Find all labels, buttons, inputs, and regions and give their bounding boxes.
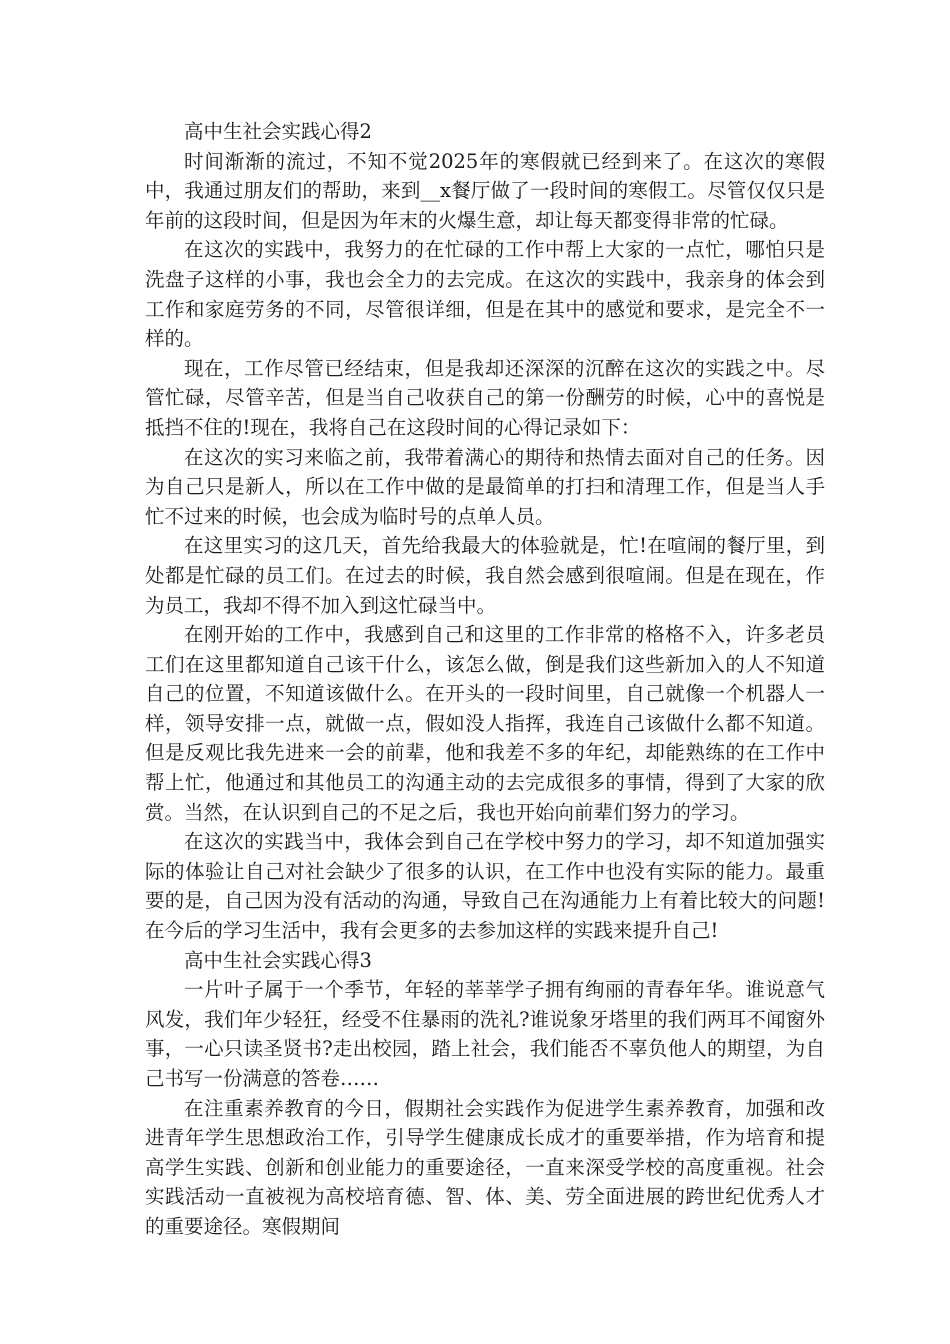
paragraph: 在这次的实践中，我努力的在忙碌的工作中帮上大家的一点忙，哪怕只是洗盘子这样的小事，我也会全力的去完成。在这次的实践中，我亲身的体会到工作和家庭劳务的不同，尽管很详细，但是在其中的感觉和要求，是完全不一样的。 [145,238,825,351]
paragraph: 在这次的实习来临之前，我带着满心的期待和热情去面对自己的任务。因为自己只是新人，所以在工作中做的是最简单的打扫和清理工作，但是当人手忙不过来的时候，也会成为临时号的点单人员。 [145,445,825,528]
paragraph: 在刚开始的工作中，我感到自己和这里的工作非常的格格不入，许多老员工们在这里都知道自己该干什么，该怎么做，倒是我们这些新加入的人不知道自己的位置，不知道该做什么。在开头的一段时间里，自己就像一个机器人一样，领导安排一点，就做一点，假如没人指挥，我连自己该做什么都不知道。但是反观比我先进来一会的前辈，他和我差不多的年纪，却能熟练的在工作中帮上忙，他通过和其他员工的沟通主动的去完成很多的事情，得到了大家的欣赏。当然，在认识到自己的不足之后，我也开始向前辈们努力的学习。 [145,623,825,824]
paragraph: 在这里实习的这几天，首先给我最大的体验就是，忙!在喧闹的餐厅里，到处都是忙碌的员工们。在过去的时候，我自然会感到很喧闹。但是在现在，作为员工，我却不得不加入到这忙碌当中。 [145,534,825,617]
document-page [145,117,825,1242]
paragraph: 时间渐渐的流过，不知不觉2025年的寒假就已经到来了。在这次的寒假中，我通过朋友们的帮助，来到__x餐厅做了一段时间的寒假工。尽管仅仅只是年前的这段时间，但是因为年末的火爆生意，却让每天都变得非常的忙碌。 [145,149,825,232]
section-heading-3: 高中生社会实践心得3 [184,948,372,972]
paragraph: 一片叶子属于一个季节，年轻的莘莘学子拥有绚丽的青春年华。谁说意气风发，我们年少轻狂，经受不住暴雨的洗礼?谁说象牙塔里的我们两耳不闻窗外事，一心只读圣贤书?走出校园，踏上社会，我们能否不辜负他人的期望，为自己书写一份满意的答卷…… [145,978,825,1090]
paragraph: 在注重素养教育的今日，假期社会实践作为促进学生素养教育，加强和改进青年学生思想政治工作，引导学生健康成长成才的重要举措，作为培育和提高学生实践、创新和创业能力的重要途径，一直来深受学校的高度重视。社会实践活动一直被视为高校培育德、智、体、美、劳全面进展的跨世纪优秀人才的重要途径。寒假期间 [145,1096,825,1238]
paragraph: 现在，工作尽管已经结束，但是我却还深深的沉醉在这次的实践之中。尽管忙碌，尽管辛苦，但是当自己收获自己的第一份酬劳的时候，心中的喜悦是抵挡不住的!现在，我将自己在这段时间的心得记录如下： [145,356,825,439]
paragraph: 在这次的实践当中，我体会到自己在学校中努力的学习，却不知道加强实际的体验让自己对社会缺少了很多的认识，在工作中也没有实际的能力。最重要的是，自己因为没有活动的沟通，导致自己在沟通能力上有着比较大的问题!在今后的学习生活中，我有会更多的去参加这样的实践来提升自己! [145,830,825,943]
section-heading-2: 高中生社会实践心得2 [184,120,372,143]
